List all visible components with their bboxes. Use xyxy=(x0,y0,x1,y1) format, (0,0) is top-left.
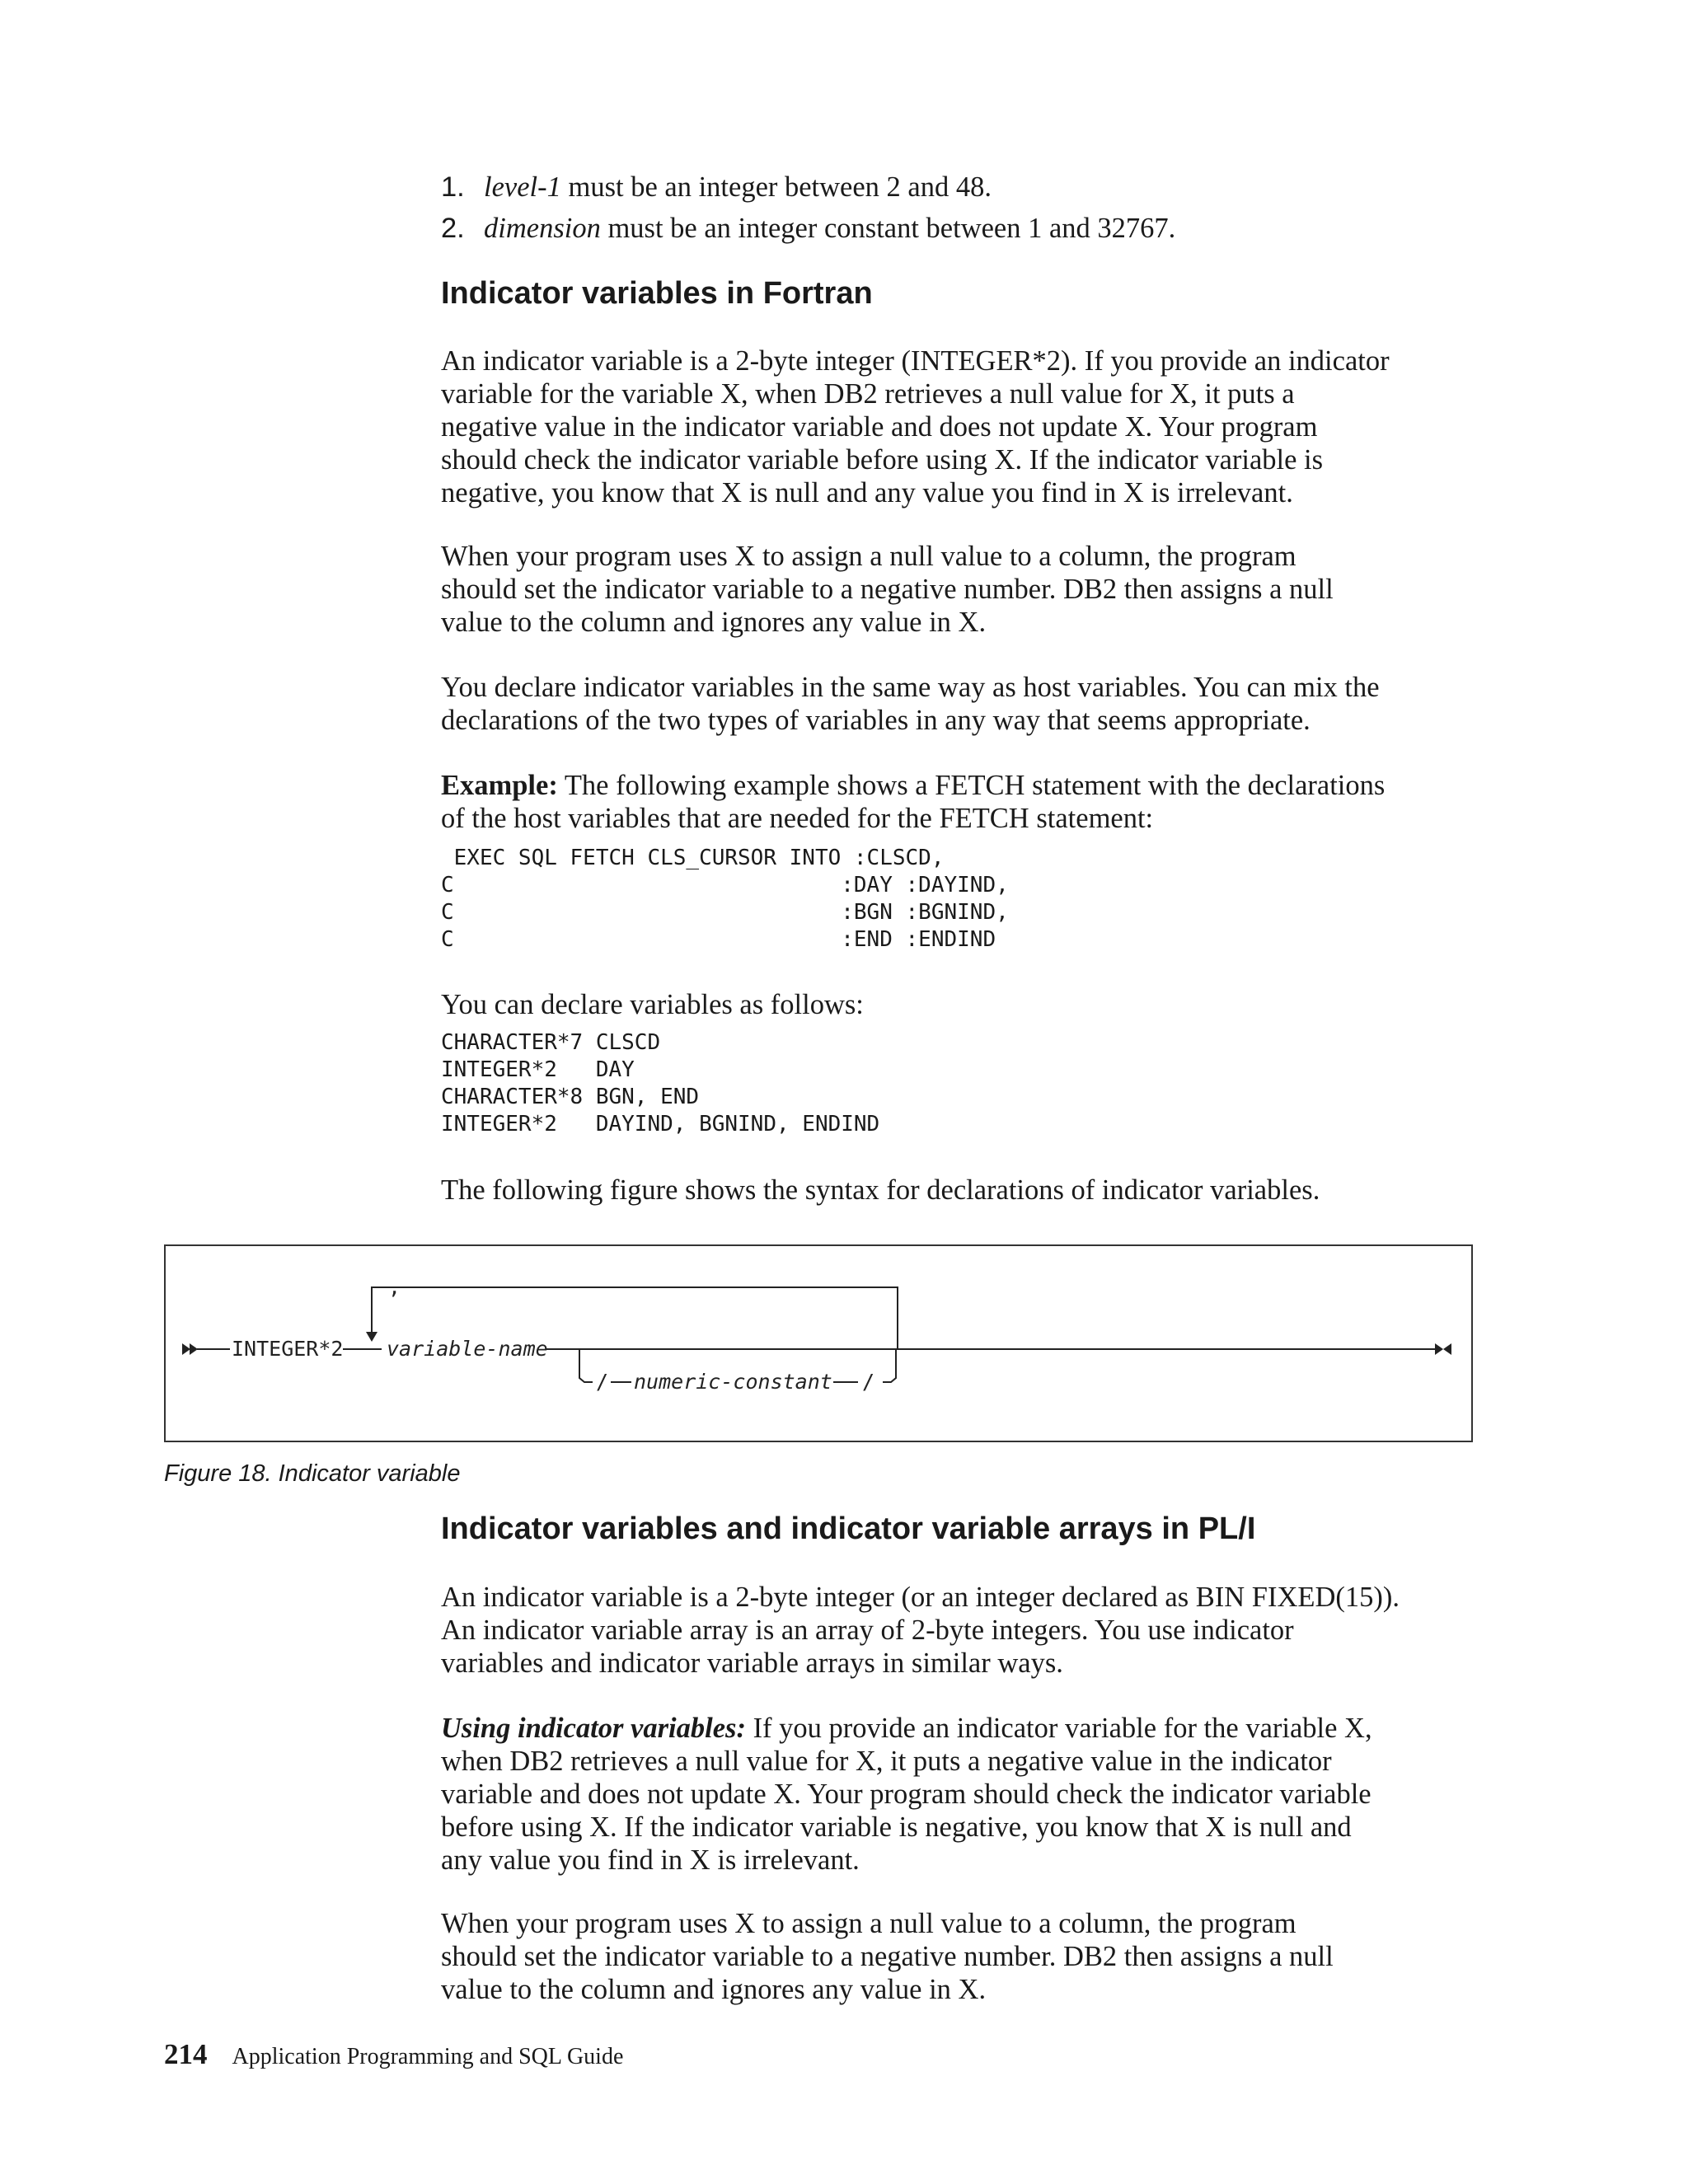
example-paragraph: Example: The following example shows a FETCH statement with the declarations of the host variables that are needed for the FETCH statement: xyxy=(441,770,1386,834)
variable-name-term: variable-name xyxy=(387,1337,548,1361)
start-arrow-icon xyxy=(190,1343,198,1355)
list-item: 2. dimension must be an integer constant between 1 and 32767. xyxy=(441,213,1176,244)
page-number: 214 xyxy=(164,2038,208,2070)
end-arrow-icon xyxy=(1443,1343,1451,1355)
using-label: Using indicator variables: xyxy=(441,1713,746,1744)
section-heading-pli: Indicator variables and indicator variable arrays in PL/I xyxy=(441,1511,1256,1546)
paragraph: An indicator variable is a 2-byte integer (or an integer declared as BIN FIXED(15)). An indicator variable array is an array of 2-byte integers. You use indicator variables and indicator variable arrays in similar ways. xyxy=(441,1582,1400,1679)
section-heading-fortran: Indicator variables in Fortran xyxy=(441,276,873,311)
figure-caption: Figure 18. Indicator variable xyxy=(164,1460,461,1487)
paragraph: You declare indicator variables in the same way as host variables. You can mix the declarations of the two types of variables in any way that seems appropriate. xyxy=(441,672,1380,736)
paragraph: When your program uses X to assign a null value to a column, the program should set the indicator variable to a negative number. DB2 then assigns a null value to the column and ignores any value in X. xyxy=(441,541,1334,638)
loop-separator: , xyxy=(388,1275,401,1299)
paragraph: An indicator variable is a 2-byte integer (INTEGER*2). If you provide an indicator variable for the variable X, when DB2 retrieves a null value for X, it puts a negative value in the indicator variable and does not update X. Your program should check the indicator variable before using X. If the indicator variable is negative, you know that X is null and any value you find in X is irrelevant. xyxy=(441,345,1390,509)
paragraph: The following figure shows the syntax for declarations of indicator variables. xyxy=(441,1174,1320,1206)
paragraph: Using indicator variables: If you provide an indicator variable for the variable X, when DB2 retrieves a null value for X, it puts a negative value in the indicator variable and does not update X. Your program should check the indicator variable before using X. If the indicator variable is negative, you know that X is null and any value you find in X is irrelevant. xyxy=(441,1713,1372,1876)
syntax-diagram-box xyxy=(164,1244,1473,1442)
numbered-list xyxy=(441,171,1479,245)
numeric-constant-term: numeric-constant xyxy=(634,1370,832,1394)
loop-arrow-icon xyxy=(366,1332,377,1342)
book-title: Application Programming and SQL Guide xyxy=(232,2044,624,2069)
keyword-integer: INTEGER*2 xyxy=(232,1337,344,1361)
example-label: Example: xyxy=(441,770,558,801)
paragraph: When your program uses X to assign a null value to a column, the program should set the indicator variable to a negative number. DB2 then assigns a null value to the column and ignores any value in X. xyxy=(441,1908,1334,2005)
list-item: 1. level-1 must be an integer between 2 and 48. xyxy=(441,171,992,203)
page-footer xyxy=(164,2038,623,2071)
syntax-diagram xyxy=(166,1246,1471,1441)
slash-close: / xyxy=(862,1370,875,1394)
start-arrow-icon xyxy=(182,1343,190,1355)
end-arrow-icon xyxy=(1435,1343,1443,1355)
paragraph: You can declare variables as follows: xyxy=(441,989,864,1020)
code-block-fetch: EXEC SQL FETCH CLS_CURSOR INTO :CLSCD, C :DAY :DAYIND, C :BGN :BGNIND, C :END :ENDIND xyxy=(441,846,1009,952)
code-block-declarations: CHARACTER*7 CLSCD INTEGER*2 DAY CHARACTER*8 BGN, END INTEGER*2 DAYIND, BGNIND, ENDIND xyxy=(441,1030,880,1137)
slash-open: / xyxy=(596,1370,609,1394)
